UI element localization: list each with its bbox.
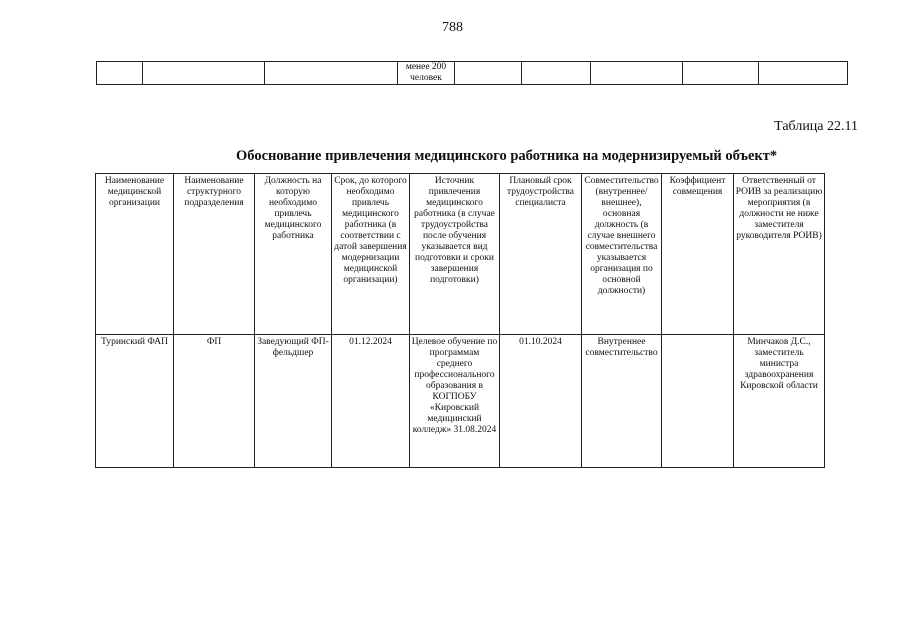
table-cell: 01.10.2024 (500, 335, 582, 468)
column-header: Совместительство (внутреннее/внешнее), основная должность (в случае внешнего совместительства указывается организация по основной должности) (582, 174, 662, 335)
column-header: Наименование структурного подразделения (174, 174, 255, 335)
staffing-table (95, 173, 825, 468)
table-cell: Туринский ФАП (96, 335, 174, 468)
column-header: Ответственный от РОИВ за реализацию мероприятия (в должности не ниже заместителя руководителя РОИВ) (734, 174, 825, 335)
table-title: Обоснование привлечения медицинского работника на модернизируемый объект* (236, 148, 778, 164)
column-header: Источник привлечения медицинского работника (в случае трудоустройства после обучения указывается вид подготовки и сроки завершения подготовки) (410, 174, 500, 335)
table-cell (662, 335, 734, 468)
table-cell (455, 62, 522, 85)
column-header: Должность на которую необходимо привлечь медицинского работника (255, 174, 332, 335)
table-cell (265, 62, 398, 85)
column-header: Наименование медицинской организации (96, 174, 174, 335)
table-header-row (96, 174, 825, 335)
column-header: Плановый срок трудоустройства специалиста (500, 174, 582, 335)
column-header: Срок, до которого необходимо привлечь медицинского работника (в соответствии с датой завершения модернизации медицинской организации) (332, 174, 410, 335)
table-cell: Внутреннее совместительство (582, 335, 662, 468)
table-cell: Целевое обучение по программам среднего профессионального образования в КОГПОБУ «Кировский медицинский колледж» 31.08.2024 (410, 335, 500, 468)
table-label: Таблица 22.11 (774, 119, 858, 134)
table-cell (522, 62, 591, 85)
table-cell: менее 200 человек (398, 62, 455, 85)
table-cell (143, 62, 265, 85)
table-cell: Заведующий ФП-фельдшер (255, 335, 332, 468)
page-number: 788 (442, 20, 463, 35)
table-cell: 01.12.2024 (332, 335, 410, 468)
table-cell: ФП (174, 335, 255, 468)
table-cell: Минчаков Д.С., заместитель министра здравоохранения Кировской области (734, 335, 825, 468)
table-cell (97, 62, 143, 85)
table-cell (591, 62, 683, 85)
table-cell (683, 62, 759, 85)
table-row (96, 335, 825, 468)
table-row (97, 62, 848, 85)
column-header: Коэффициент совмещения (662, 174, 734, 335)
table-cell (759, 62, 848, 85)
continuation-table (96, 61, 848, 85)
